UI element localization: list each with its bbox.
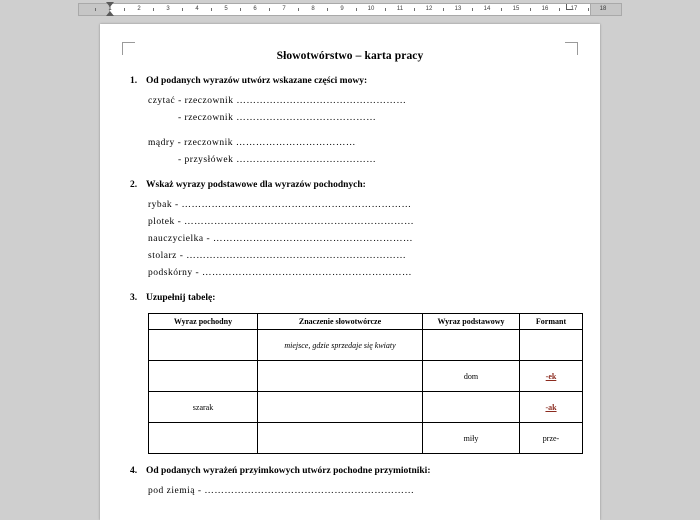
table-header-cell: Formant: [520, 314, 583, 330]
ruler-number: 10: [367, 6, 375, 12]
ruler-tick: [95, 8, 96, 11]
answer-line[interactable]: - przysłówek ……………………………………: [178, 155, 377, 165]
word-formation-table[interactable]: [148, 313, 583, 454]
ruler-number: 2: [137, 6, 141, 12]
ruler-number: 9: [340, 6, 344, 12]
answer-line[interactable]: mądry - rzeczownik ………………………………: [148, 138, 356, 148]
task-text: Uzupełnij tabelę:: [146, 293, 216, 303]
ruler-tick: [530, 8, 531, 11]
table-header-cell: Wyraz pochodny: [149, 314, 258, 330]
ruler-number: 1: [108, 6, 112, 12]
task-heading-3: [126, 293, 574, 303]
ruler-number: 11: [396, 6, 404, 12]
ruler-number: 18: [599, 6, 607, 12]
tab-stop-marker[interactable]: [566, 4, 572, 10]
ruler-number: 7: [282, 6, 286, 12]
answer-line[interactable]: nauczycielka - ……………………………………………………: [148, 234, 413, 244]
table-cell[interactable]: dom: [423, 361, 520, 392]
task-number: 4.: [130, 466, 138, 476]
table-cell[interactable]: [258, 361, 423, 392]
task-text: Wskaż wyrazy podstawowe dla wyrazów pochodnych:: [146, 180, 366, 190]
ruler-number: 16: [541, 6, 549, 12]
table-header-cell: Wyraz podstawowy: [423, 314, 520, 330]
table-cell[interactable]: [149, 361, 258, 392]
answer-line[interactable]: rybak - ……………………………………………………………: [148, 200, 412, 210]
table-row[interactable]: [149, 392, 583, 423]
ruler-number: 17: [570, 6, 578, 12]
ruler-number: 15: [512, 6, 520, 12]
ruler-tick: [443, 8, 444, 11]
answer-line[interactable]: - rzeczownik ……………………………………: [178, 113, 377, 123]
ruler-tick: [414, 8, 415, 11]
task-heading-1: [126, 76, 574, 86]
ruler-tick: [124, 8, 125, 11]
answer-line[interactable]: czytać - rzeczownik ……………………………………………: [148, 96, 407, 106]
horizontal-ruler[interactable]: [0, 0, 700, 18]
ruler-number: 3: [166, 6, 170, 12]
table-cell[interactable]: prze-: [520, 423, 583, 454]
ruler-tick: [501, 8, 502, 11]
spacer: [126, 172, 574, 180]
ruler-number: 4: [195, 6, 199, 12]
page-title: Słowotwórstwo – karta pracy: [276, 50, 424, 62]
ruler-tick: [298, 8, 299, 11]
ruler-tick: [588, 8, 589, 11]
first-line-indent-marker[interactable]: [106, 2, 114, 7]
ruler-tick: [385, 8, 386, 11]
ruler-number: 8: [311, 6, 315, 12]
ruler-number: 14: [483, 6, 491, 12]
task-heading-4: [126, 466, 574, 476]
ruler-tick: [559, 8, 560, 11]
task-number: 2.: [130, 180, 138, 190]
ruler-tick: [472, 8, 473, 11]
ruler-tick: [269, 8, 270, 11]
document-body: [126, 46, 574, 503]
task-heading-2: [126, 180, 574, 190]
table-header-cell: Znaczenie słowotwórcze: [258, 314, 423, 330]
table-cell[interactable]: [520, 330, 583, 361]
spacer: [126, 285, 574, 293]
answer-line[interactable]: pod ziemią - ………………………………………………………: [148, 486, 415, 496]
ruler-tick: [240, 8, 241, 11]
answer-line[interactable]: plotek - ……………………………………………………………: [148, 217, 415, 227]
table-cell[interactable]: [149, 330, 258, 361]
document-page[interactable]: [100, 24, 600, 520]
ruler-number: 6: [253, 6, 257, 12]
hanging-indent-marker[interactable]: [106, 11, 114, 16]
ruler-number: 5: [224, 6, 228, 12]
ruler-number: 13: [454, 6, 462, 12]
ruler-tick: [327, 8, 328, 11]
ruler-number: 12: [425, 6, 433, 12]
table-row[interactable]: [149, 361, 583, 392]
task-text: Od podanych wyrazów utwórz wskazane części mowy:: [146, 76, 368, 86]
table-cell[interactable]: miły: [423, 423, 520, 454]
ruler-tick: [182, 8, 183, 11]
table-cell[interactable]: miejsce, gdzie sprzedaje się kwiaty: [258, 330, 423, 361]
table-header-row: [149, 314, 583, 330]
table-cell[interactable]: [149, 423, 258, 454]
table-cell[interactable]: szarak: [149, 392, 258, 423]
table-cell[interactable]: [423, 330, 520, 361]
table-cell[interactable]: -ak: [520, 392, 583, 423]
ruler-tick: [153, 8, 154, 11]
task-number: 3.: [130, 293, 138, 303]
task-number: 1.: [130, 76, 138, 86]
ruler-tick: [211, 8, 212, 11]
table-cell[interactable]: -ek: [520, 361, 583, 392]
answer-line[interactable]: stolarz - …………………………………………………………: [148, 251, 407, 261]
task-text: Od podanych wyrażeń przyimkowych utwórz pochodne przymiotniki:: [146, 466, 431, 476]
table-row[interactable]: [149, 330, 583, 361]
table-cell[interactable]: [258, 423, 423, 454]
table-cell[interactable]: [423, 392, 520, 423]
answer-line[interactable]: podskórny - ………………………………………………………: [148, 268, 413, 278]
ruler-tick: [356, 8, 357, 11]
table-row[interactable]: [149, 423, 583, 454]
table-cell[interactable]: [258, 392, 423, 423]
spacer: [126, 130, 574, 138]
